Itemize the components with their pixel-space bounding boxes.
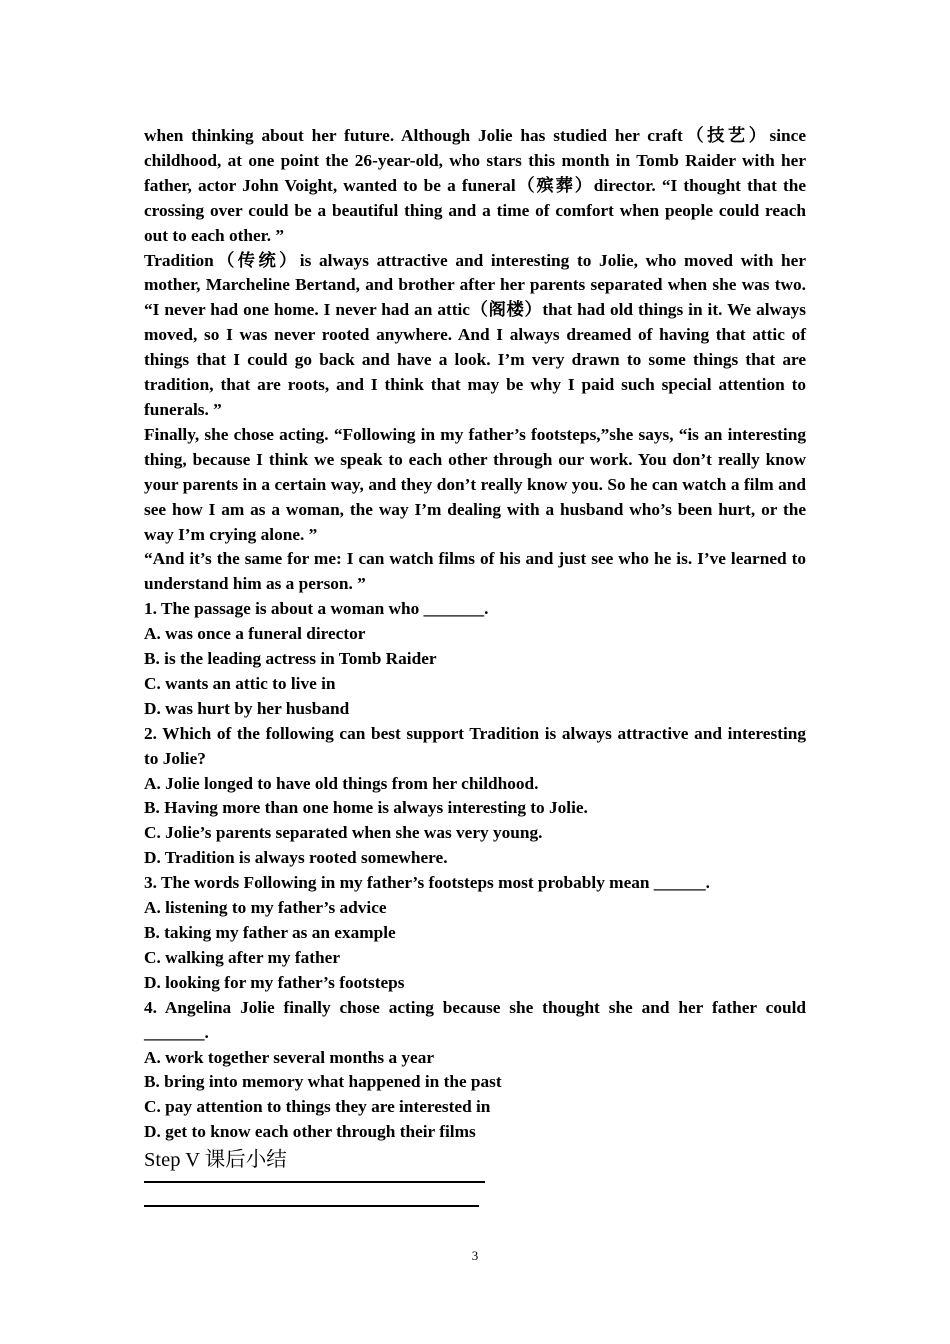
blank-answer-line xyxy=(144,1205,479,1207)
passage-paragraph: Tradition（传统）is always attractive and interesting to Jolie, who moved with her mother, Marcheline Bertand, and brother after her parents separated when she was two. “I never had one home. I never had an attic（阁楼）that had old things in it. We always moved, so I was never rooted anywhere. And I always dreamed of having that attic of things that I could go back and have a look. I’m very drawn to some things that are tradition, that are roots, and I think that may be why I paid such special attention to funerals. ” xyxy=(144,250,806,419)
answer-option: A. work together several months a year xyxy=(144,1047,435,1067)
answer-option: D. get to know each other through their films xyxy=(144,1122,476,1142)
answer-option: D. looking for my father’s footsteps xyxy=(144,972,405,992)
question-1 xyxy=(144,597,806,722)
document-body xyxy=(144,124,806,1207)
passage-paragraph: Finally, she chose acting. “Following in my father’s footsteps,”she says, “is an interesting thing, because I think we speak to each other through our work. You don’t really know your parents in a certain way, and they don’t really know you. So he can watch a film and see how I am as a woman, the way I’m dealing with a husband who’s been hurt, or the way I’m crying alone. ” xyxy=(144,424,806,544)
page-number: 3 xyxy=(471,1248,479,1263)
answer-option: B. taking my father as an example xyxy=(144,923,396,942)
question-stem: 4. Angelina Jolie finally chose acting because she thought she and her father could _______. xyxy=(144,997,806,1042)
passage-paragraph: when thinking about her future. Although Jolie has studied her craft（技艺）since childhood, at one point the 26-year-old, who stars this month in Tomb Raider with her father, actor John Voight, wanted to be a funeral（殡葬）director. “I thought that the crossing over could be a beautiful thing and a time of comfort when people could reach out to each other. ” xyxy=(144,126,806,245)
answer-option: C. walking after my father xyxy=(144,947,340,967)
answer-option: C. pay attention to things they are interested in xyxy=(144,1097,491,1117)
passage-paragraph: “And it’s the same for me: I can watch films of his and just see who he is. I’ve learned to understand him as a person. ” xyxy=(144,549,806,594)
answer-option: A. listening to my father’s advice xyxy=(144,898,387,918)
step-heading: Step V 课后小结 xyxy=(144,1149,287,1172)
answer-option: B. is the leading actress in Tomb Raider xyxy=(144,649,437,669)
answer-option: C. wants an attic to live in xyxy=(144,673,336,693)
answer-option: B. Having more than one home is always interesting to Jolie. xyxy=(144,798,588,818)
answer-option: D. Tradition is always rooted somewhere. xyxy=(144,848,448,868)
answer-option: D. was hurt by her husband xyxy=(144,698,350,718)
question-stem: 2. Which of the following can best support Tradition is always attractive and interesting to Jolie? xyxy=(144,723,806,768)
question-stem: 1. The passage is about a woman who _______. xyxy=(144,599,489,619)
answer-option: B. bring into memory what happened in the past xyxy=(144,1072,502,1092)
answer-option: C. Jolie’s parents separated when she was very young. xyxy=(144,823,543,843)
blank-answer-line xyxy=(144,1181,485,1183)
question-3 xyxy=(144,871,806,996)
question-stem: 3. The words Following in my father’s footsteps most probably mean ______. xyxy=(144,873,710,893)
answer-option: A. Jolie longed to have old things from her childhood. xyxy=(144,773,539,793)
question-2 xyxy=(144,722,806,871)
question-4 xyxy=(144,996,806,1145)
answer-option: A. was once a funeral director xyxy=(144,624,366,644)
